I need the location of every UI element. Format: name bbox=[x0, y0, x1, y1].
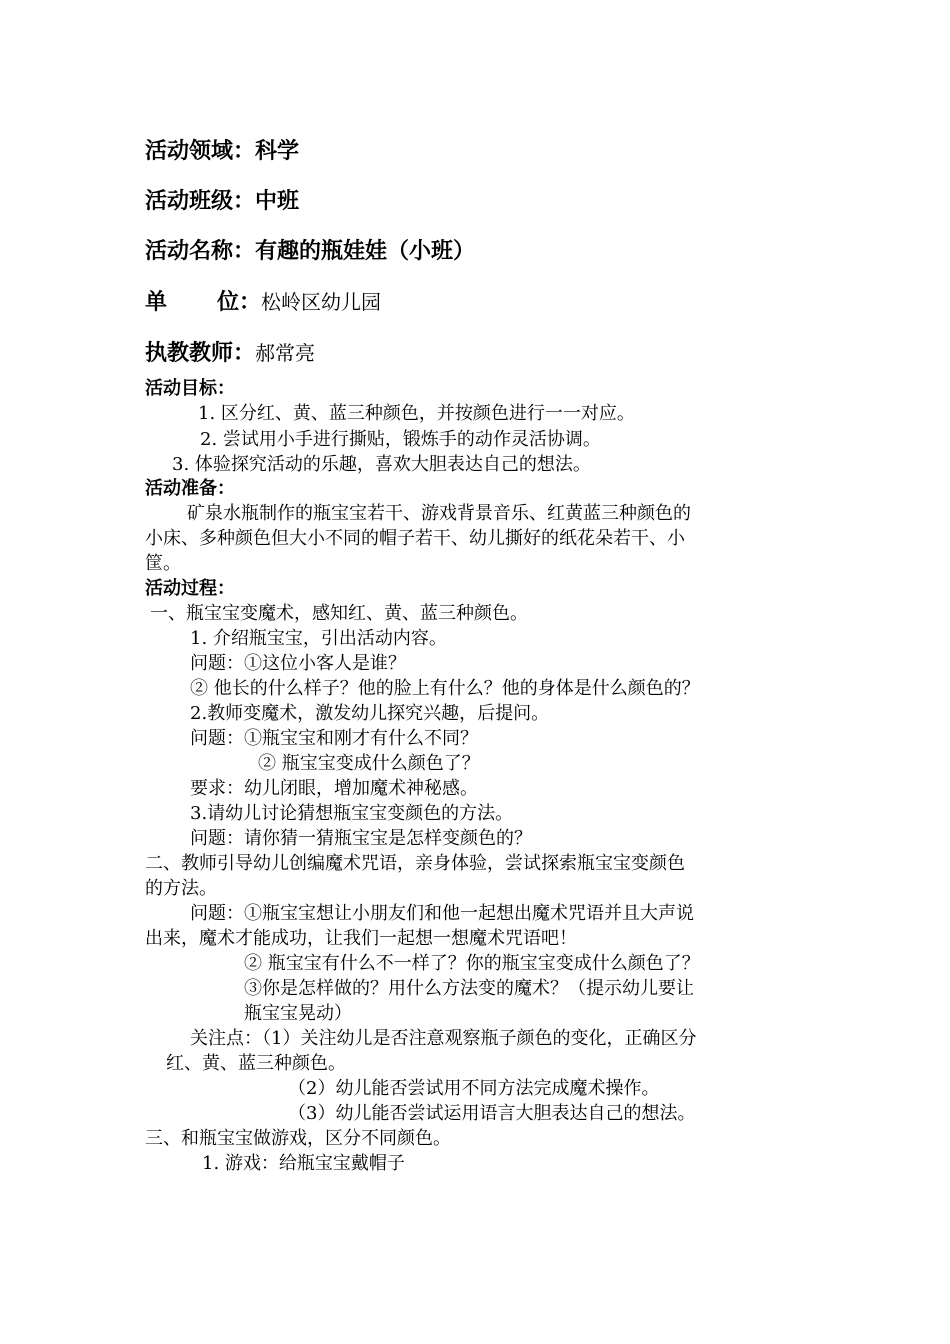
process-line: ③你是怎样做的？用什么方法变的魔术？（提示幼儿要让 bbox=[244, 978, 694, 999]
prep-line: 筐。 bbox=[145, 553, 181, 574]
teacher-label: 执教教师： bbox=[145, 341, 256, 366]
unit-label-second: 位： bbox=[217, 290, 262, 315]
domain-value: 科学 bbox=[255, 139, 300, 164]
process-line: 瓶宝宝晃动） bbox=[244, 1003, 352, 1024]
process-line: 1. 介绍瓶宝宝，引出活动内容。 bbox=[190, 628, 447, 649]
process-line: 1. 游戏：给瓶宝宝戴帽子 bbox=[202, 1153, 405, 1174]
process-line: 二、教师引导幼儿创编魔术咒语，亲身体验，尝试探索瓶宝宝变颜色 bbox=[145, 853, 685, 874]
process-line: 要求：幼儿闭眼，增加魔术神秘感。 bbox=[190, 778, 478, 799]
process-line: 问题：①这位小客人是谁？ bbox=[190, 653, 406, 674]
process-line: ② 瓶宝宝有什么不一样了？你的瓶宝宝变成什么颜色了？ bbox=[244, 953, 700, 974]
class-value: 中班 bbox=[255, 189, 300, 214]
process-line: 三、和瓶宝宝做游戏，区分不同颜色。 bbox=[145, 1128, 451, 1149]
domain-label: 活动领域： bbox=[145, 139, 256, 164]
process-line: 3.请幼儿讨论猜想瓶宝宝变颜色的方法。 bbox=[190, 803, 514, 824]
unit-label-first: 单 bbox=[145, 290, 168, 315]
process-line: 出来，魔术才能成功，让我们一起想一想魔术咒语吧！ bbox=[145, 928, 577, 949]
unit-line bbox=[145, 285, 381, 316]
prep-line: 小床、多种颜色但大小不同的帽子若干、幼儿撕好的纸花朵若干、小 bbox=[145, 528, 685, 549]
process-title: 活动过程： bbox=[145, 578, 235, 599]
process-line: 2.教师变魔术，激发幼儿探究兴趣，后提问。 bbox=[190, 703, 550, 724]
activity-name-value: 有趣的瓶娃娃（小班） bbox=[255, 239, 476, 264]
process-line: ② 他长的什么样子？他的脸上有什么？他的身体是什么颜色的？ bbox=[190, 678, 700, 699]
prep-title: 活动准备： bbox=[145, 478, 235, 499]
class-line bbox=[145, 184, 299, 215]
process-line: 问题：请你猜一猜瓶宝宝是怎样变颜色的？ bbox=[190, 828, 532, 849]
goals-title: 活动目标： bbox=[145, 378, 235, 399]
goal-item: 3. 体验探究活动的乐趣，喜欢大胆表达自己的想法。 bbox=[172, 454, 591, 475]
process-line: ② 瓶宝宝变成什么颜色了？ bbox=[258, 753, 480, 774]
process-line: 一、瓶宝宝变魔术，感知红、黄、蓝三种颜色。 bbox=[150, 603, 528, 624]
process-line: 的方法。 bbox=[145, 878, 217, 899]
goal-item: 1. 区分红、黄、蓝三种颜色，并按颜色进行一一对应。 bbox=[198, 403, 635, 424]
domain-line bbox=[145, 134, 299, 165]
prep-line: 矿泉水瓶制作的瓶宝宝若干、游戏背景音乐、红黄蓝三种颜色的 bbox=[187, 503, 691, 524]
process-line: 问题：①瓶宝宝想让小朋友们和他一起想出魔术咒语并且大声说 bbox=[190, 903, 694, 924]
process-line: （3）幼儿能否尝试运用语言大胆表达自己的想法。 bbox=[288, 1103, 696, 1124]
process-line: （2）幼儿能否尝试用不同方法完成魔术操作。 bbox=[288, 1078, 660, 1099]
process-line: 红、黄、蓝三种颜色。 bbox=[166, 1053, 346, 1074]
class-label: 活动班级： bbox=[145, 189, 256, 214]
process-line: 关注点：（1）关注幼儿是否注意观察瓶子颜色的变化，正确区分 bbox=[190, 1028, 697, 1049]
teacher-value: 郝常亮 bbox=[255, 341, 316, 365]
unit-value: 松岭区幼儿园 bbox=[261, 290, 382, 314]
process-line: 问题：①瓶宝宝和刚才有什么不同？ bbox=[190, 728, 478, 749]
activity-name-line bbox=[145, 234, 475, 265]
goal-item: 2. 尝试用小手进行撕贴，锻炼手的动作灵活协调。 bbox=[200, 429, 601, 450]
activity-name-label: 活动名称： bbox=[145, 239, 256, 264]
teacher-line bbox=[145, 336, 315, 367]
